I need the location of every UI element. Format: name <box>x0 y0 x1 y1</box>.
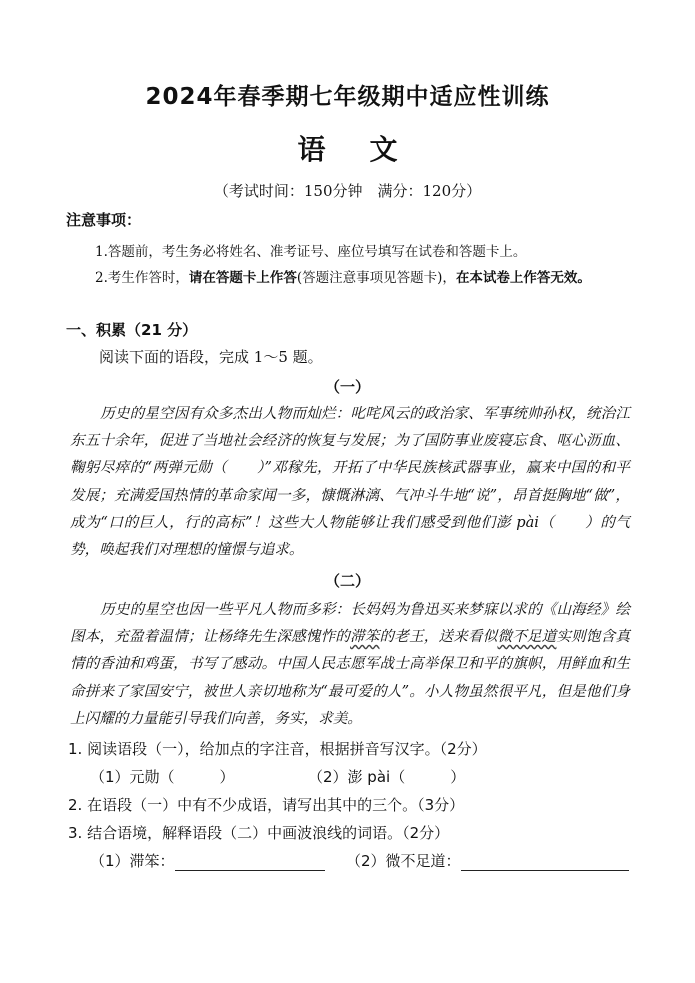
part-1-paragraph <box>70 400 630 563</box>
reading-instruction: 阅读下面的语段，完成 1～5 题。 <box>99 348 323 366</box>
part-2-label: （二） <box>324 572 370 590</box>
notice-item-2-part-d: 在本试卷上作答无效。 <box>455 270 591 286</box>
part-2-paragraph <box>70 596 630 732</box>
answer-blank-2[interactable] <box>461 856 629 871</box>
exam-info: （考试时间：150分钟 满分：120分） <box>213 182 482 200</box>
question-2: 2. 在语段（一）中有不少成语，请写出其中的三个。（3分） <box>68 796 465 814</box>
exam-title: 2024年春季期七年级期中适应性训练 <box>145 84 550 110</box>
question-3-sub-1 <box>90 850 325 871</box>
notice-heading: 注意事项： <box>66 211 142 229</box>
question-1-sub-1: （1）元勋（ ） <box>90 768 235 786</box>
part-1-text: 历史的星空因有众多杰出人物而灿烂：叱咤风云的政治家、军事统帅孙权，统治江东五十余年，促进了当地社会经济的恢复与发展；为了国防事业废寝忘食、呕心沥血、鞠躬尽瘁的“两弹元勋（ ）”邓稼先，开拓了中华民族核武器事业，赢来中国的和平发展；充满爱国热情的革命家闻一多，慷慨淋漓、气冲斗牛地“说”，昂首挺胸地“做”，成为“口的巨人，行的高标”！这些大人物能够让我们感受到他们澎 pài（ ）的气势，唤起我们对理想的憧憬与追求。 <box>70 405 630 559</box>
notice-item-2-part-b: 请在答题卡上作答 <box>188 270 297 286</box>
question-3-sub-1-label: （1）滞笨： <box>90 852 175 870</box>
notice-item-2-part-a: 2.考生作答时， <box>95 270 189 286</box>
subject-title: 语文 <box>297 133 442 166</box>
question-3: 3. 结合语境，解释语段（二）中画波浪线的词语。（2分） <box>68 824 450 842</box>
wavy-word-zhiben: 滞笨 <box>350 628 380 646</box>
notice-item-2 <box>95 266 591 286</box>
part-2-text-c: 实则饱含真情的香油和鸡蛋，书写了感动。中国人民志愿军战士高举保卫和平的旗帜，用鲜血和生命拼来了家国安宁，被世人亲切地称为“最可爱的人”。小人物虽然很平凡，但是他们身上闪耀的力量能引导我们向善，务实，求美。 <box>70 628 630 727</box>
part-1-label: （一） <box>324 378 370 396</box>
section-heading: 一、积累（21 分） <box>66 321 198 339</box>
question-3-sub-2-label: （2）微不足道： <box>346 852 461 870</box>
part-2-text-a: 历史的星空也因一些平凡人物而多彩：长妈妈为鲁迅买来梦寐以求的《山海经》绘图本，充盈着温情；让杨绛先生深感愧怍的 <box>70 601 630 646</box>
question-1: 1. 阅读语段（一），给加点的字注音，根据拼音写汉字。（2分） <box>68 740 487 758</box>
wavy-word-weibuzudao: 微不足道 <box>497 628 557 646</box>
part-2-text-b: 的老王，送来看似 <box>379 628 498 646</box>
notice-item-1: 1.答题前，考生务必将姓名、准考证号、座位号填写在试卷和答题卡上。 <box>95 244 527 260</box>
notice-item-2-part-c: (答题注意事项见答题卡)， <box>296 270 456 286</box>
question-1-sub-2: （2）澎 pài（ ） <box>308 768 466 786</box>
question-3-sub-2 <box>346 850 629 871</box>
answer-blank-1[interactable] <box>175 856 325 871</box>
